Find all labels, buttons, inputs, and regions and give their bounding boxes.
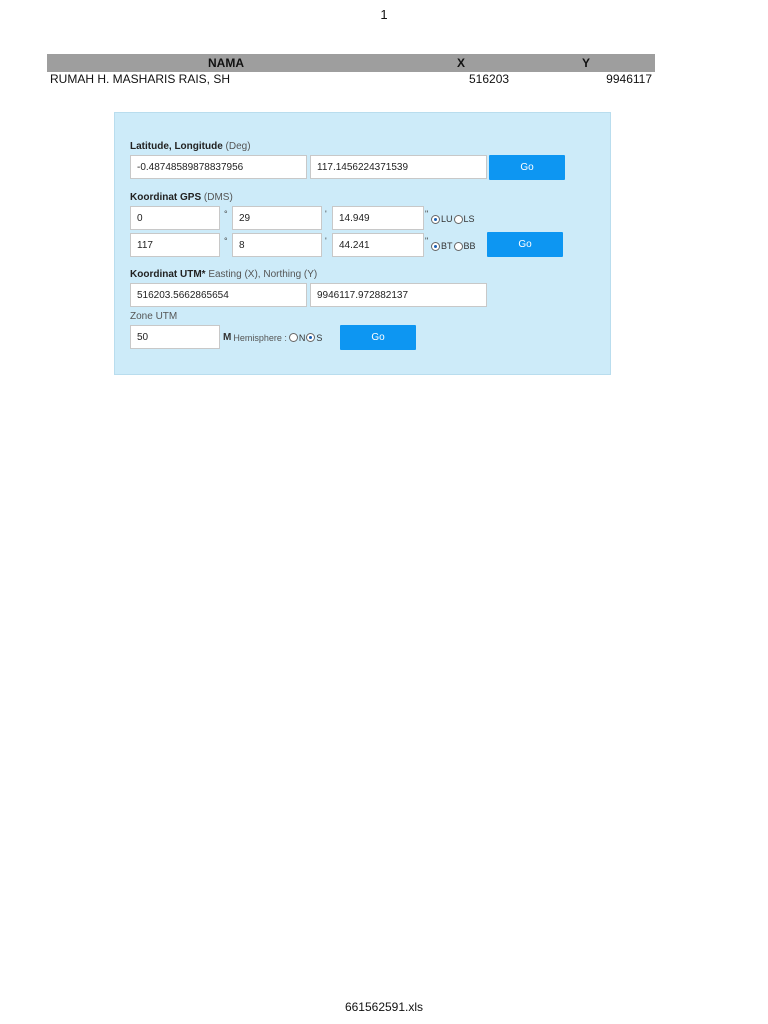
utm-go-button[interactable]: Go xyxy=(340,325,416,350)
radio-n-icon[interactable] xyxy=(289,333,298,342)
radio-bt-label: BT xyxy=(441,241,453,251)
radio-n-label: N xyxy=(298,332,306,343)
header-nama: NAMA xyxy=(208,56,244,70)
second-symbol: " xyxy=(425,209,429,219)
gps-lat-seconds-input[interactable]: 14.949 xyxy=(332,206,424,230)
hemisphere-label: Hemisphere : xyxy=(233,332,287,343)
latitude-input[interactable]: -0.48748589878837956 xyxy=(130,155,307,179)
header-y: Y xyxy=(582,56,591,70)
latlon-label xyxy=(130,141,251,152)
latlon-unit: (Deg) xyxy=(225,141,251,152)
degree-symbol: ° xyxy=(224,236,228,246)
radio-option-n[interactable] xyxy=(289,333,306,343)
cell-y: 9946117 xyxy=(606,72,652,86)
utm-easting-input[interactable]: 516203.5662865654 xyxy=(130,283,307,307)
minute-symbol: ' xyxy=(325,236,327,246)
radio-bb-label: BB xyxy=(463,241,476,251)
radio-s-icon[interactable] xyxy=(306,333,315,342)
radio-ls-label: LS xyxy=(463,214,475,224)
radio-ls-icon[interactable] xyxy=(454,215,463,224)
degree-symbol: ° xyxy=(224,209,228,219)
lon-direction-radio-group xyxy=(431,241,477,251)
gps-label xyxy=(130,192,233,203)
radio-option-s[interactable] xyxy=(306,333,322,343)
cell-nama: RUMAH H. MASHARIS RAIS, SH xyxy=(50,72,231,86)
utm-zone-input[interactable]: 50 xyxy=(130,325,220,349)
lat-direction-radio-group xyxy=(431,214,476,224)
radio-bb-icon[interactable] xyxy=(454,242,463,251)
second-symbol: " xyxy=(425,236,429,246)
page-number: 1 xyxy=(380,7,388,22)
radio-option-ls[interactable] xyxy=(454,214,475,224)
gps-lon-degrees-input[interactable]: 117 xyxy=(130,233,220,257)
gps-lon-seconds-input[interactable]: 44.241 xyxy=(332,233,424,257)
radio-option-lu[interactable] xyxy=(431,214,453,224)
gps-label-text: Koordinat GPS xyxy=(130,192,202,203)
longitude-input[interactable]: 117.1456224371539 xyxy=(310,155,487,179)
radio-bt-icon[interactable] xyxy=(431,242,440,251)
radio-option-bb[interactable] xyxy=(454,241,476,251)
utm-northing-input[interactable]: 9946117.972882137 xyxy=(310,283,487,307)
radio-lu-label: LU xyxy=(441,214,453,224)
hemisphere-radio-group xyxy=(223,332,323,343)
gps-lat-minutes-input[interactable]: 29 xyxy=(232,206,322,230)
radio-s-label: S xyxy=(316,332,323,343)
zone-label-text: Zone UTM xyxy=(130,311,178,322)
radio-option-bt[interactable] xyxy=(431,241,453,251)
gps-lon-minutes-input[interactable]: 8 xyxy=(232,233,322,257)
gps-go-button[interactable]: Go xyxy=(487,232,563,257)
footer-filename: 661562591.xls xyxy=(344,1000,424,1014)
table-row xyxy=(47,72,655,88)
gps-lat-degrees-input[interactable]: 0 xyxy=(130,206,220,230)
zone-letter: M xyxy=(223,332,232,343)
utm-label xyxy=(130,269,317,280)
table-header xyxy=(47,54,655,72)
cell-x: 516203 xyxy=(469,72,510,86)
latlon-label-text: Latitude, Longitude xyxy=(130,141,223,152)
radio-lu-icon[interactable] xyxy=(431,215,440,224)
header-x: X xyxy=(457,56,466,70)
gps-unit: (DMS) xyxy=(203,192,233,203)
utm-sub: Easting (X), Northing (Y) xyxy=(208,269,318,280)
utm-label-text: Koordinat UTM* xyxy=(130,269,206,280)
latlon-go-button[interactable]: Go xyxy=(489,155,565,180)
minute-symbol: ' xyxy=(325,209,327,219)
coordinate-converter-panel xyxy=(114,112,611,375)
zone-label xyxy=(130,311,177,322)
